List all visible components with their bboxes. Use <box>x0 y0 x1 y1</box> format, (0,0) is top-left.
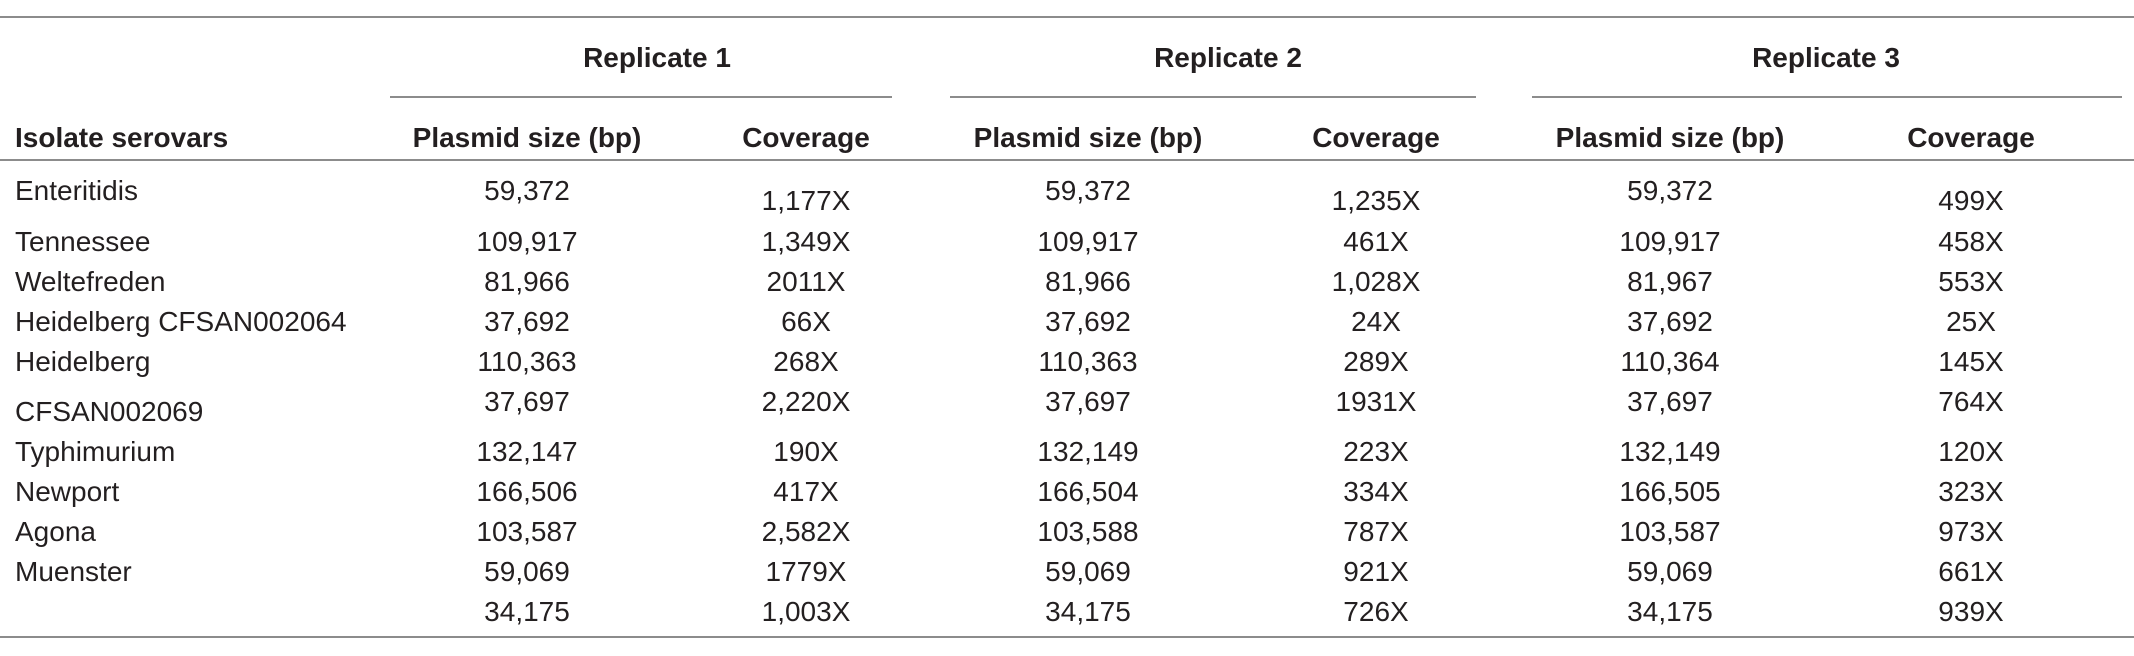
table-cell-r3-size: 110,364 <box>1620 346 1720 377</box>
table-cell-r2-coverage: 223X <box>1343 436 1409 467</box>
table-cell-r2-size: 34,175 <box>1045 596 1131 627</box>
table-cell-r1-size: 103,587 <box>476 516 578 547</box>
table-cell-r2-coverage: 1931X <box>1335 386 1417 417</box>
table-cell-r2-size: 37,692 <box>1045 306 1131 337</box>
table-cell-r3-coverage: 120X <box>1938 436 2004 467</box>
table-cell-r3-coverage: 25X <box>1946 306 1996 337</box>
table-cell-r1-size: 166,506 <box>476 476 578 507</box>
table-cell-r1-coverage: 417X <box>773 476 839 507</box>
header-rule <box>0 159 2134 161</box>
table-cell-r1-size: 132,147 <box>476 436 578 467</box>
top-rule <box>0 16 2134 18</box>
table-cell-r3-size: 166,505 <box>1619 476 1721 507</box>
table-cell-r1-coverage: 2,582X <box>761 516 851 547</box>
table-cell-r3-coverage: 499X <box>1938 185 2004 216</box>
table-cell-r3-coverage: 553X <box>1938 266 2004 297</box>
table-cell-r2-size: 81,966 <box>1045 266 1131 297</box>
table-cell-r3-size: 37,697 <box>1627 386 1713 417</box>
table-cell-r2-coverage: 24X <box>1351 306 1401 337</box>
table-cell-r1-coverage: 2011X <box>766 266 846 297</box>
table-cell-r3-coverage: 661X <box>1938 556 2004 587</box>
table-cell-r3-size: 37,692 <box>1627 306 1713 337</box>
column-header-r1-coverage: Coverage <box>742 122 870 153</box>
table-cell-r2-coverage: 334X <box>1343 476 1409 507</box>
table-cell-r2-coverage: 1,028X <box>1331 266 1421 297</box>
table-cell-r1-size: 37,692 <box>484 306 570 337</box>
table-cell-r1-coverage: 1,177X <box>761 185 851 216</box>
table-cell-r2-size: 103,588 <box>1037 516 1139 547</box>
table-cell-r3-coverage: 973X <box>1938 516 2004 547</box>
table-cell-r1-size: 37,697 <box>484 386 570 417</box>
table-cell-r2-size: 59,372 <box>1045 175 1131 206</box>
table-cell-r2-coverage: 289X <box>1343 346 1409 377</box>
table-cell-r3-size: 59,372 <box>1627 175 1713 206</box>
column-header-r2-plasmid-size: Plasmid size (bp) <box>973 122 1203 153</box>
table-cell-r3-size: 103,587 <box>1619 516 1721 547</box>
table-row-isolate: Muenster <box>15 556 132 587</box>
group-header-replicate-2: Replicate 2 <box>1154 42 1302 73</box>
table-cell-r3-size: 132,149 <box>1619 436 1721 467</box>
column-header-r3-coverage: Coverage <box>1907 122 2035 153</box>
table-cell-r1-size: 59,372 <box>484 175 570 206</box>
table-cell-r3-coverage: 764X <box>1938 386 2004 417</box>
table-cell-r2-size: 166,504 <box>1037 476 1139 507</box>
table-cell-r1-size: 110,363 <box>477 346 577 377</box>
group-header-replicate-1: Replicate 1 <box>583 42 731 73</box>
table-cell-r3-size: 59,069 <box>1627 556 1713 587</box>
table-cell-r2-size: 37,697 <box>1045 386 1131 417</box>
table-cell-r1-coverage: 1,349X <box>761 226 851 257</box>
table-cell-r3-coverage: 145X <box>1938 346 2004 377</box>
column-header-r2-coverage: Coverage <box>1312 122 1440 153</box>
column-header-isolate: Isolate serovars <box>15 122 229 153</box>
table-cell-r2-size: 59,069 <box>1045 556 1131 587</box>
column-header-r1-plasmid-size: Plasmid size (bp) <box>412 122 642 153</box>
table-cell-r2-coverage: 726X <box>1343 596 1409 627</box>
replicate-2-rule <box>950 96 1476 98</box>
table-row-isolate: Agona <box>15 516 96 547</box>
table-cell-r1-size: 59,069 <box>484 556 570 587</box>
table-cell-r2-coverage: 461X <box>1343 226 1409 257</box>
table-cell-r2-coverage: 1,235X <box>1331 185 1421 216</box>
replicate-3-rule <box>1532 96 2122 98</box>
table-row-isolate: Weltefreden <box>15 266 166 297</box>
table-cell-r1-size: 109,917 <box>476 226 578 257</box>
table-cell-r3-coverage: 458X <box>1938 226 2004 257</box>
table-row-isolate: Enteritidis <box>15 175 138 206</box>
table-cell-r1-size: 81,966 <box>484 266 570 297</box>
table-cell-r1-coverage: 66X <box>781 306 831 337</box>
table-cell-r2-size: 109,917 <box>1037 226 1139 257</box>
table-cell-r3-size: 81,967 <box>1627 266 1713 297</box>
table-cell-r1-coverage: 190X <box>773 436 839 467</box>
table-row-isolate: Heidelberg CFSAN002064 <box>15 306 347 337</box>
table-cell-r3-size: 109,917 <box>1619 226 1721 257</box>
table-cell-r3-coverage: 939X <box>1938 596 2004 627</box>
replicate-1-rule <box>390 96 892 98</box>
table-row-isolate: Heidelberg <box>15 346 151 377</box>
table-cell-r1-coverage: 268X <box>773 346 839 377</box>
table-cell-r1-coverage: 1779X <box>765 556 847 587</box>
table-cell-r1-coverage: 1,003X <box>761 596 851 627</box>
table-row-isolate: Newport <box>15 476 120 507</box>
table-cell-r1-size: 34,175 <box>484 596 570 627</box>
table-row-isolate: Tennessee <box>15 226 151 257</box>
table-row-isolate: Typhimurium <box>15 436 176 467</box>
table-cell-r2-size: 110,363 <box>1038 346 1138 377</box>
table-cell-r2-coverage: 921X <box>1343 556 1409 587</box>
table-cell-r3-size: 34,175 <box>1627 596 1713 627</box>
column-header-r3-plasmid-size: Plasmid size (bp) <box>1555 122 1785 153</box>
table-row-isolate: CFSAN002069 <box>15 396 204 427</box>
bottom-rule <box>0 636 2134 638</box>
table-cell-r1-coverage: 2,220X <box>761 386 851 417</box>
table-cell-r2-coverage: 787X <box>1343 516 1409 547</box>
table-cell-r3-coverage: 323X <box>1938 476 2004 507</box>
group-header-replicate-3: Replicate 3 <box>1752 42 1900 73</box>
table-cell-r2-size: 132,149 <box>1037 436 1139 467</box>
